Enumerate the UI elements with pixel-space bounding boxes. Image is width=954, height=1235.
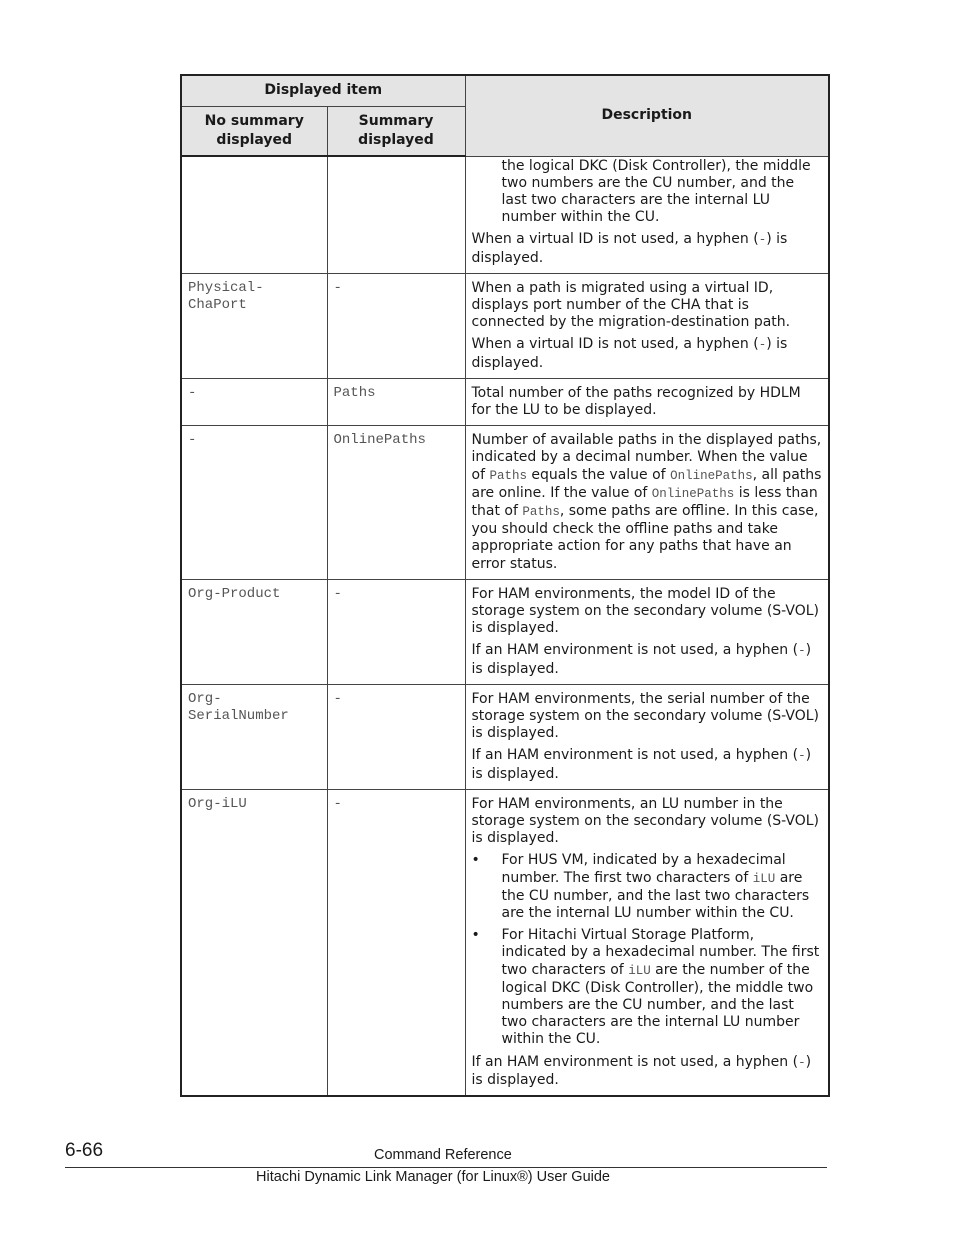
- description-paragraph: When a virtual ID is not used, a hyphen (-) is displayed.: [471, 231, 788, 266]
- cell-no-summary: Physical-ChaPort: [181, 273, 327, 378]
- page-number: 6-66: [65, 1140, 104, 1161]
- cell-no-summary: Org-iLU: [181, 789, 327, 1096]
- header-summary: Summary displayed: [327, 106, 465, 156]
- footer-book-title: Hitachi Dynamic Link Manager (for Linux®) User Guide: [256, 1169, 610, 1185]
- cell-no-summary: Org-SerialNumber: [181, 684, 327, 789]
- cell-summary: -: [327, 789, 465, 1096]
- list-item: • For HUS VM, indicated by a hexadecimal number. The first two characters of iLU are the CU number, and the last two characters are the internal LU number within the CU.: [471, 852, 810, 922]
- description-paragraph: For HAM environments, an LU number in the storage system on the secondary volume (S-VOL) is displayed.: [471, 795, 820, 847]
- cell-description: [465, 579, 829, 684]
- cell-summary: -: [327, 684, 465, 789]
- cell-summary: -: [327, 579, 465, 684]
- cell-no-summary: [181, 156, 327, 273]
- list-item: • For Hitachi Virtual Storage Platform, indicated by a hexadecimal number. The first two characters of iLU are the number of the logical DKC (Disk Controller), the middle two numbers are the CU number, and the last two characters are the internal LU number within the CU.: [471, 927, 820, 1048]
- bullet-icon: •: [471, 852, 480, 869]
- cell-summary: Paths: [327, 378, 465, 425]
- description-paragraph: For HAM environments, the model ID of the storage system on the secondary volume (S-VOL) is displayed.: [471, 585, 820, 637]
- footer-section-title: Command Reference: [374, 1147, 512, 1163]
- header-no-summary: No summary displayed: [181, 106, 327, 156]
- cell-description: [465, 378, 829, 425]
- description-paragraph: For HAM environments, the serial number of the storage system on the secondary volume (S-VOL) is displayed.: [471, 690, 820, 742]
- header-description: Description: [465, 75, 829, 156]
- cell-summary: OnlinePaths: [327, 426, 465, 580]
- cell-description: [465, 426, 829, 580]
- cell-no-summary: -: [181, 426, 327, 580]
- cell-no-summary: Org-Product: [181, 579, 327, 684]
- cell-summary: [327, 156, 465, 273]
- description-paragraph: When a path is migrated using a virtual ID, displays port number of the CHA that is connected by the migration-destination path.: [471, 279, 791, 331]
- footer-divider: [65, 1167, 827, 1168]
- description-paragraph: When a virtual ID is not used, a hyphen (-) is displayed.: [471, 336, 788, 371]
- header-displayed-item: Displayed item: [181, 75, 465, 106]
- description-paragraph: If an HAM environment is not used, a hyphen (-) is displayed.: [471, 642, 812, 677]
- bullet-list: [472, 852, 824, 1048]
- description-paragraph: If an HAM environment is not used, a hyphen (-) is displayed.: [471, 1053, 812, 1088]
- description-paragraph: Total number of the paths recognized by HDLM for the LU to be displayed.: [471, 384, 801, 418]
- cell-description: [465, 789, 829, 1096]
- cell-no-summary: -: [181, 378, 327, 425]
- bullet-icon: •: [471, 927, 480, 944]
- cell-description: [465, 156, 829, 273]
- cell-summary: -: [327, 273, 465, 378]
- description-paragraph: Number of available paths in the displayed paths, indicated by a decimal number. When the value of Paths equals the value of OnlinePaths, all paths are online. If the value of OnlinePaths is less than that of Paths, some paths are offline. In this case, you should check the offline paths and take appropriate action for any paths that have an error status.: [471, 432, 822, 572]
- description-continuation: the logical DKC (Disk Controller), the middle two numbers are the CU number, and the last two characters are the internal LU number within the CU.: [501, 157, 811, 226]
- cell-description: [465, 684, 829, 789]
- description-paragraph: If an HAM environment is not used, a hyphen (-) is displayed.: [471, 747, 812, 782]
- reference-table: [180, 74, 830, 1097]
- cell-description: [465, 273, 829, 378]
